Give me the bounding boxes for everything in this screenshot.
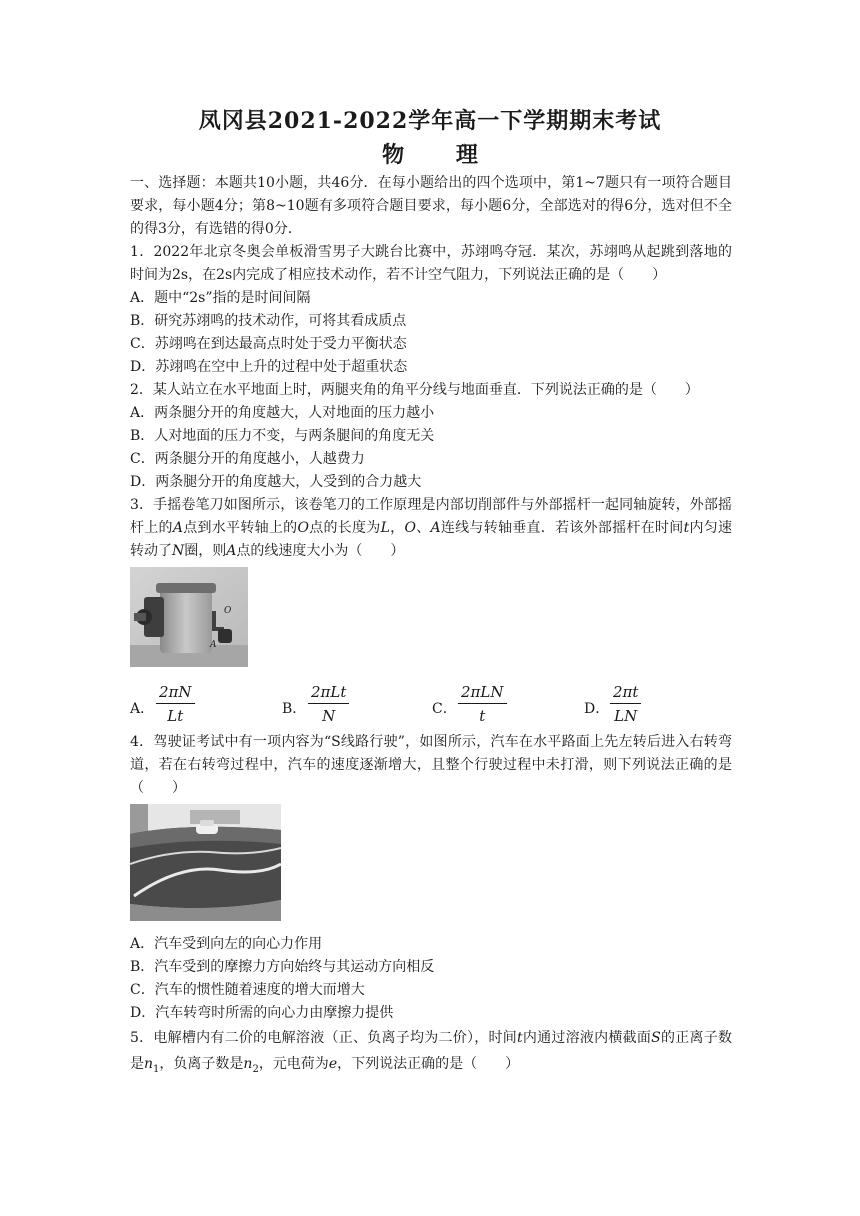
question-stem: 2．某人站立在水平地面上时，两腿夹角的角平分线与地面垂直．下列说法正确的是（ ） [130, 382, 699, 398]
section-instructions: 一、选择题：本题共10小题，共46分．在每小题给出的四个选项中，第1~7题只有一项符合题目要求，每小题4分；第8~10题有多项符合题目要求，每小题6分，全部选对的得6分，选对但不全的得3分，有选错的得0分． [130, 175, 732, 237]
option-b: B．人对地面的压力不变，与两条腿间的角度无关 [130, 428, 435, 444]
option-b: B．研究苏翊鸣的技术动作，可将其看成质点 [130, 313, 407, 329]
point-a-label: A [210, 640, 217, 650]
question-stem: 3．手摇卷笔刀如图所示，该卷笔刀的工作原理是内部切削部件与外部摇杆一起同轴旋转，外部摇杆上的A点到水平转轴上的O点的长度为L，O、A连线与转轴垂直．若该外部摇杆在时间t内匀速转动了N圈，则A点的线速度大小为（ ） [130, 497, 733, 559]
option-c: C．汽车的惯性随着速度的增大而增大 [130, 982, 365, 998]
point-o-label: O [224, 606, 232, 616]
option-d: D．苏翊鸣在空中上升的过程中处于超重状态 [130, 359, 408, 375]
option-d: D．汽车转弯时所需的向心力由摩擦力提供 [130, 1005, 394, 1021]
option-d: D．两条腿分开的角度越大，人受到的合力越大 [130, 474, 422, 490]
option-a: A．汽车受到向左的向心力作用 [130, 936, 323, 952]
option-d-fraction: $\frac{2\pi t}{LN}$ [610, 681, 641, 728]
option-a-fraction: $\frac{2\pi N}{Lt}$ [156, 681, 195, 728]
option-b-fraction: 2πLt N [308, 681, 349, 728]
option-c: C．苏翊鸣在到达最高点时处于受力平衡状态 [130, 336, 407, 352]
option-b: B．汽车受到的摩擦力方向始终与其运动方向相反 [130, 959, 435, 975]
question-5 [130, 1025, 732, 1079]
question-stem: 4．驾驶证考试中有一项内容为“S线路行驶”，如图所示，汽车在水平路面上先左转后进入右转弯道，若在右转弯过程中，汽车的速度逐渐增大，且整个行驶过程中未打滑，则下列说法正确的是（ ） [130, 734, 732, 796]
question-3 [130, 494, 732, 731]
option-a: A．题中“2s”指的是时间间隔 [130, 290, 311, 306]
question-stem: 1．2022年北京冬奥会单板滑雪男子大跳台比赛中，苏翊鸣夺冠．某次，苏翊鸣从起跳到落地的时间为2s，在2s内完成了相应技术动作，若不计空气阻力，下列说法正确的是（ ） [130, 244, 732, 283]
option-c-fraction: 2πLN t [458, 681, 507, 728]
option-c: C．两条腿分开的角度越小，人越费力 [130, 451, 365, 467]
option-a: A．两条腿分开的角度越大，人对地面的压力越小 [130, 405, 435, 421]
question-2 [130, 379, 732, 494]
fraction-options: A． $\frac{2\pi N}{Lt}$ B． 2πLt N C． 2πLN t D． $\frac{2\pi t}{LN}$ [130, 681, 732, 731]
exam-subject: 物 理 [382, 142, 500, 168]
question-4 [130, 731, 732, 1025]
exam-content [130, 172, 732, 1079]
question-stem: 5．电解槽内有二价的电解溶液（正、负离子均为二价），时间t内通过溶液内横截面S的正离子数是$n_1$，负离子数是$n_2$，元电荷为e，下列说法正确的是（ ） [130, 1030, 733, 1075]
question-1 [130, 241, 732, 379]
s-curve-road-photo [130, 804, 281, 921]
exam-title: 凤冈县2021-2022学年高一下学期期末考试 [198, 108, 662, 134]
pencil-sharpener-photo [130, 567, 248, 667]
